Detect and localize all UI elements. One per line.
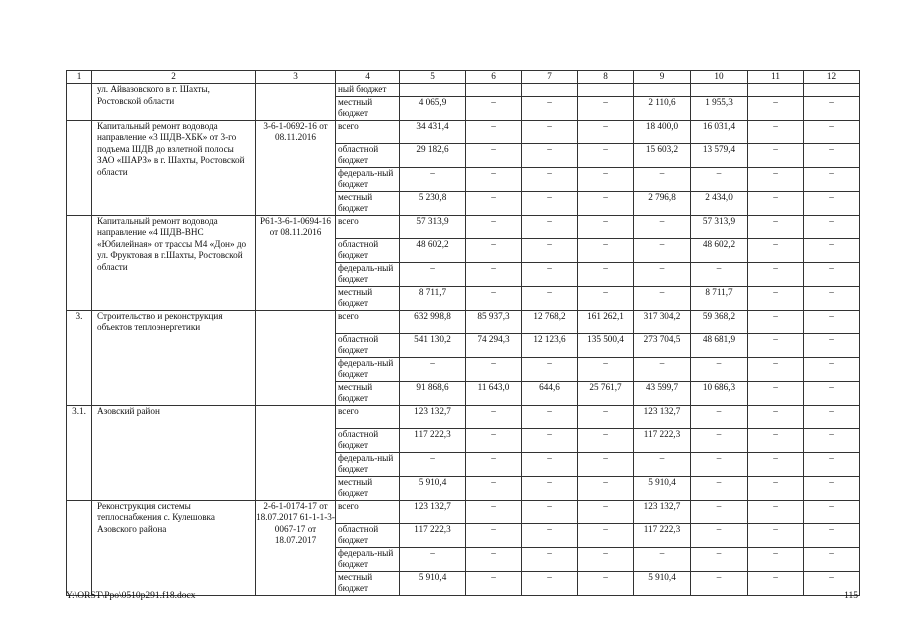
value-year-6: – (748, 310, 804, 333)
value-total: 5 910,4 (400, 476, 466, 500)
value-year-6: – (748, 523, 804, 547)
table-body (67, 84, 860, 596)
value-year-4: – (634, 262, 691, 286)
value-year-1: – (466, 143, 522, 167)
value-year-5: 48 602,2 (691, 238, 748, 262)
funding-source: федераль-ный бюджет (336, 547, 400, 571)
value-year-2: – (522, 143, 578, 167)
column-number: 2 (92, 71, 256, 84)
object-name: Строительство и реконструкция объектов теплоэнергетики (92, 310, 256, 405)
value-year-1: – (466, 96, 522, 120)
value-year-2: – (522, 500, 578, 523)
column-number: 10 (691, 71, 748, 84)
value-year-7: – (804, 167, 860, 191)
column-number: 1 (67, 71, 92, 84)
value-year-7: – (804, 96, 860, 120)
value-year-1: – (466, 523, 522, 547)
value-year-6: – (748, 143, 804, 167)
value-year-2: – (522, 286, 578, 310)
row-number (67, 215, 92, 310)
value-year-5: – (691, 357, 748, 381)
table-row (67, 405, 860, 428)
value-total: 5 230,8 (400, 191, 466, 215)
document-ref: Р61-3-6-1-0694-16 от 08.11.2016 (256, 215, 336, 310)
value-year-6: – (748, 357, 804, 381)
value-total: 29 182,6 (400, 143, 466, 167)
value-year-3: – (578, 286, 634, 310)
value-year-4: 123 132,7 (634, 500, 691, 523)
value-year-2: – (522, 547, 578, 571)
funding-source: всего (336, 405, 400, 428)
value-year-5: 57 313,9 (691, 215, 748, 238)
value-year-6: – (748, 547, 804, 571)
value-year-4: 43 599,7 (634, 381, 691, 405)
value-year-2: – (522, 452, 578, 476)
value-total: 4 065,9 (400, 96, 466, 120)
value-year-7: – (804, 428, 860, 452)
value-year-5: – (691, 428, 748, 452)
value-year-7: – (804, 215, 860, 238)
funding-source: федераль-ный бюджет (336, 452, 400, 476)
column-number: 7 (522, 71, 578, 84)
funding-source: областной бюджет (336, 143, 400, 167)
value-year-7: – (804, 357, 860, 381)
value-year-5: 8 711,7 (691, 286, 748, 310)
value-total: 91 868,6 (400, 381, 466, 405)
value-year-6: – (748, 120, 804, 143)
value-year-7: – (804, 500, 860, 523)
value-year-5: – (691, 262, 748, 286)
value-year-6: – (748, 238, 804, 262)
value-year-7: – (804, 571, 860, 595)
funding-source: местный бюджет (336, 476, 400, 500)
value-year-4: 5 910,4 (634, 476, 691, 500)
column-number: 6 (466, 71, 522, 84)
value-year-2: – (522, 238, 578, 262)
value-year-4: 15 603,2 (634, 143, 691, 167)
value-year-7: – (804, 452, 860, 476)
value-year-6: – (748, 452, 804, 476)
value-total: 123 132,7 (400, 405, 466, 428)
value-year-7: – (804, 238, 860, 262)
value-year-7: – (804, 310, 860, 333)
value-year-3: – (578, 452, 634, 476)
value-year-6: – (748, 262, 804, 286)
value-year-3: – (578, 120, 634, 143)
object-name: Капитальный ремонт водовода направление «3 ШДВ-ХБК» от 3-го подъема ШДВ до взлетной полосы ЗАО «ШАРЗ» в г. Шахты, Ростовской области (92, 120, 256, 215)
value-year-2: – (522, 120, 578, 143)
value-year-2: – (522, 571, 578, 595)
funding-source: местный бюджет (336, 191, 400, 215)
value-year-2: – (522, 96, 578, 120)
value-year-6: – (748, 333, 804, 357)
value-year-2: 12 768,2 (522, 310, 578, 333)
value-year-6: – (748, 500, 804, 523)
value-year-7: – (804, 547, 860, 571)
value-year-5: – (691, 476, 748, 500)
value-year-4: 2 796,8 (634, 191, 691, 215)
value-year-2: – (522, 476, 578, 500)
value-year-1: – (466, 357, 522, 381)
value-year-7: – (804, 191, 860, 215)
value-total: – (400, 262, 466, 286)
value-year-7 (804, 84, 860, 97)
value-year-4: 317 304,2 (634, 310, 691, 333)
value-year-1: 74 294,3 (466, 333, 522, 357)
value-year-1: – (466, 500, 522, 523)
funding-source: местный бюджет (336, 571, 400, 595)
value-year-6: – (748, 405, 804, 428)
value-year-1: – (466, 428, 522, 452)
value-year-1 (466, 84, 522, 97)
funding-source: всего (336, 120, 400, 143)
value-year-3: – (578, 405, 634, 428)
value-year-5: – (691, 547, 748, 571)
object-name: ул. Айвазовского в г. Шахты, Ростовской области (92, 84, 256, 121)
table-row (67, 120, 860, 143)
value-year-5: – (691, 500, 748, 523)
column-number: 12 (804, 71, 860, 84)
document-ref (256, 310, 336, 405)
value-year-3: 25 761,7 (578, 381, 634, 405)
value-year-7: – (804, 262, 860, 286)
value-total: 57 313,9 (400, 215, 466, 238)
value-year-4: – (634, 167, 691, 191)
funding-source: областной бюджет (336, 523, 400, 547)
value-year-7: – (804, 523, 860, 547)
value-year-4: 123 132,7 (634, 405, 691, 428)
column-number: 8 (578, 71, 634, 84)
value-year-4: 2 110,6 (634, 96, 691, 120)
value-year-6: – (748, 167, 804, 191)
column-number-row (67, 71, 860, 84)
funding-source: федераль-ный бюджет (336, 357, 400, 381)
value-year-3: – (578, 523, 634, 547)
value-year-6 (748, 84, 804, 97)
funding-source: местный бюджет (336, 96, 400, 120)
value-total: – (400, 357, 466, 381)
value-year-1: – (466, 262, 522, 286)
column-number: 5 (400, 71, 466, 84)
value-year-1: – (466, 286, 522, 310)
value-year-6: – (748, 428, 804, 452)
funding-source: областной бюджет (336, 333, 400, 357)
value-year-3: – (578, 500, 634, 523)
column-number: 3 (256, 71, 336, 84)
value-year-1: 11 643,0 (466, 381, 522, 405)
value-total: 5 910,4 (400, 571, 466, 595)
value-year-2: 12 123,6 (522, 333, 578, 357)
value-year-3: 135 500,4 (578, 333, 634, 357)
funding-source: областной бюджет (336, 238, 400, 262)
document-ref (256, 84, 336, 121)
funding-source: ный бюджет (336, 84, 400, 97)
page-number: 115 (844, 591, 858, 601)
value-total: – (400, 452, 466, 476)
row-number: 3.1. (67, 405, 92, 500)
value-year-5: – (691, 167, 748, 191)
value-year-2: – (522, 523, 578, 547)
row-number: 3. (67, 310, 92, 405)
value-year-1: – (466, 547, 522, 571)
value-year-2: 644,6 (522, 381, 578, 405)
table-row (67, 310, 860, 333)
value-year-3: – (578, 571, 634, 595)
value-year-5: 1 955,3 (691, 96, 748, 120)
value-year-3: – (578, 238, 634, 262)
value-year-1: – (466, 191, 522, 215)
value-total: – (400, 547, 466, 571)
value-year-2: – (522, 428, 578, 452)
value-year-7: – (804, 120, 860, 143)
document-ref: 2-6-1-0174-17 от 18.07.2017 61-1-1-3-0067-17 от 18.07.2017 (256, 500, 336, 595)
object-name: Реконструкция системы теплоснабжения с. Кулешовка Азовского района (92, 500, 256, 595)
value-year-5: 48 681,9 (691, 333, 748, 357)
value-year-3: – (578, 96, 634, 120)
funding-source: местный бюджет (336, 286, 400, 310)
value-year-3: – (578, 262, 634, 286)
value-year-5: – (691, 523, 748, 547)
value-year-4: – (634, 547, 691, 571)
document-file-path: Y:\ORST\Ppo\0510p291.f18.docx (66, 591, 196, 601)
value-year-1: 85 937,3 (466, 310, 522, 333)
row-number (67, 500, 92, 595)
value-year-5: 10 686,3 (691, 381, 748, 405)
value-year-4: 117 222,3 (634, 523, 691, 547)
value-total: 48 602,2 (400, 238, 466, 262)
value-year-3: – (578, 428, 634, 452)
column-number: 4 (336, 71, 400, 84)
value-year-3: – (578, 215, 634, 238)
value-total: 8 711,7 (400, 286, 466, 310)
column-number: 11 (748, 71, 804, 84)
value-year-4: – (634, 357, 691, 381)
funding-source: областной бюджет (336, 428, 400, 452)
value-year-1: – (466, 405, 522, 428)
value-year-2: – (522, 405, 578, 428)
funding-source: федераль-ный бюджет (336, 262, 400, 286)
value-year-4: – (634, 215, 691, 238)
value-year-1: – (466, 571, 522, 595)
value-year-4: 18 400,0 (634, 120, 691, 143)
value-year-7: – (804, 405, 860, 428)
value-year-3: – (578, 143, 634, 167)
row-number (67, 84, 92, 121)
row-number (67, 120, 92, 215)
value-year-4: 273 704,5 (634, 333, 691, 357)
value-year-1: – (466, 476, 522, 500)
value-year-5: – (691, 405, 748, 428)
object-name: Капитальный ремонт водовода направление «4 ШДВ-ВНС «Юбилейная» от трассы М4 «Дон» до ул. Фруктовая в г.Шахты, Ростовской области (92, 215, 256, 310)
value-year-1: – (466, 452, 522, 476)
value-year-6: – (748, 191, 804, 215)
value-year-2: – (522, 167, 578, 191)
value-year-2: – (522, 262, 578, 286)
value-year-7: – (804, 381, 860, 405)
value-year-3: – (578, 547, 634, 571)
value-year-2: – (522, 215, 578, 238)
value-year-1: – (466, 215, 522, 238)
value-year-1: – (466, 167, 522, 191)
value-year-3: – (578, 476, 634, 500)
value-year-3: – (578, 191, 634, 215)
funding-source: всего (336, 500, 400, 523)
value-year-6: – (748, 571, 804, 595)
value-year-2: – (522, 191, 578, 215)
table-row (67, 84, 860, 97)
value-year-5: 2 434,0 (691, 191, 748, 215)
value-year-4: – (634, 238, 691, 262)
program-table (66, 70, 860, 596)
value-year-6: – (748, 96, 804, 120)
value-year-4: 5 910,4 (634, 571, 691, 595)
value-total: 117 222,3 (400, 523, 466, 547)
value-year-7: – (804, 286, 860, 310)
value-total: 632 998,8 (400, 310, 466, 333)
funding-source: местный бюджет (336, 381, 400, 405)
value-year-7: – (804, 333, 860, 357)
value-total (400, 84, 466, 97)
value-year-3 (578, 84, 634, 97)
value-year-5: 13 579,4 (691, 143, 748, 167)
value-total: 123 132,7 (400, 500, 466, 523)
value-year-4 (634, 84, 691, 97)
value-year-7: – (804, 143, 860, 167)
value-year-6: – (748, 286, 804, 310)
value-year-6: – (748, 215, 804, 238)
value-total: – (400, 167, 466, 191)
document-ref (256, 405, 336, 500)
value-year-1: – (466, 120, 522, 143)
value-year-3: – (578, 167, 634, 191)
value-total: 541 130,2 (400, 333, 466, 357)
value-year-1: – (466, 238, 522, 262)
value-year-6: – (748, 381, 804, 405)
value-year-5: 16 031,4 (691, 120, 748, 143)
value-total: 34 431,4 (400, 120, 466, 143)
value-total: 117 222,3 (400, 428, 466, 452)
value-year-2 (522, 84, 578, 97)
column-number: 9 (634, 71, 691, 84)
funding-source: всего (336, 215, 400, 238)
value-year-3: – (578, 357, 634, 381)
table-row (67, 215, 860, 238)
value-year-5: – (691, 571, 748, 595)
value-year-2: – (522, 357, 578, 381)
value-year-3: 161 262,1 (578, 310, 634, 333)
value-year-6: – (748, 476, 804, 500)
document-ref: 3-6-1-0692-16 от 08.11.2016 (256, 120, 336, 215)
value-year-4: – (634, 452, 691, 476)
value-year-4: 117 222,3 (634, 428, 691, 452)
table-row (67, 500, 860, 523)
value-year-5: – (691, 452, 748, 476)
value-year-5 (691, 84, 748, 97)
funding-source: федераль-ный бюджет (336, 167, 400, 191)
object-name: Азовский район (92, 405, 256, 500)
value-year-7: – (804, 476, 860, 500)
funding-source: всего (336, 310, 400, 333)
value-year-4: – (634, 286, 691, 310)
value-year-5: 59 368,2 (691, 310, 748, 333)
